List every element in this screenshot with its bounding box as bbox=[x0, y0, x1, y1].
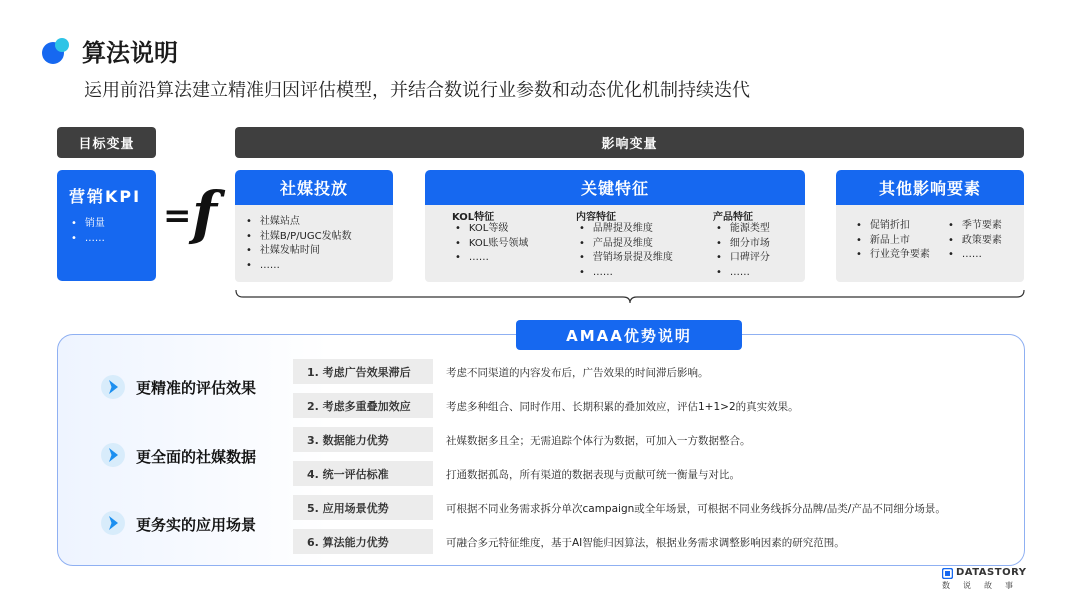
list-item: • KOL账号领域 bbox=[455, 237, 528, 252]
kpi-item: • 销量 bbox=[71, 216, 105, 231]
influence-variable-bar: 影响变量 bbox=[235, 127, 1024, 158]
list-item: • 口碑评分 bbox=[716, 251, 770, 266]
advantage-label: 更精准的评估效果 bbox=[136, 379, 257, 397]
advantage-label: 更全面的社媒数据 bbox=[136, 448, 257, 466]
list-item: • …… bbox=[579, 266, 673, 281]
title-bullet-icon bbox=[40, 36, 70, 66]
logo-subtitle: 数说故事 bbox=[942, 581, 1026, 590]
page-subtitle: 运用前沿算法建立精准归因评估模型，并结合数说行业参数和动态优化机制持续迭代 bbox=[84, 80, 750, 101]
kpi-item: • …… bbox=[71, 231, 105, 246]
equals-sign: = bbox=[163, 196, 192, 236]
target-variable-bar: 目标变量 bbox=[57, 127, 156, 158]
list-item: • 行业竞争要素 bbox=[856, 248, 930, 263]
key-features-card-body bbox=[425, 205, 805, 282]
row-description: 考虑不同渠道的内容发布后，广告效果的时间滞后影响。 bbox=[446, 367, 709, 379]
row-label: 6. 算法能力优势 bbox=[293, 529, 433, 554]
arrow-circle-icon bbox=[100, 510, 126, 536]
row-label: 3. 数据能力优势 bbox=[293, 427, 433, 452]
product-features-list bbox=[716, 222, 770, 280]
key-features-card-header: 关键特征 bbox=[425, 170, 805, 205]
advantage-label: 更务实的应用场景 bbox=[136, 516, 257, 534]
list-item: • 社媒站点 bbox=[246, 215, 352, 230]
page-title: 算法说明 bbox=[82, 39, 178, 67]
list-item: • …… bbox=[716, 266, 770, 281]
list-item: • 能源类型 bbox=[716, 222, 770, 237]
list-item: • 促销折扣 bbox=[856, 219, 930, 234]
list-item: • …… bbox=[246, 259, 352, 274]
row-description: 社媒数据多且全；无需追踪个体行为数据，可加入一方数据整合。 bbox=[446, 435, 751, 447]
row-label: 4. 统一评估标准 bbox=[293, 461, 433, 486]
logo-name: DATASTORY bbox=[956, 567, 1027, 578]
list-item: • 新品上市 bbox=[856, 234, 930, 249]
kpi-box bbox=[57, 170, 156, 281]
row-description: 可根据不同业务需求拆分单次campaign或全年场景，可根据不同业务线拆分品牌/品类/产品不同细分场景。 bbox=[446, 503, 946, 515]
row-label: 5. 应用场景优势 bbox=[293, 495, 433, 520]
kpi-list bbox=[71, 216, 105, 246]
social-card-body bbox=[235, 205, 393, 282]
logo-mark-icon bbox=[942, 568, 953, 579]
other-factors-list-2 bbox=[948, 219, 1002, 263]
arrow-circle-icon bbox=[100, 374, 126, 400]
other-factors-card-header: 其他影响要素 bbox=[836, 170, 1024, 205]
social-card-header: 社媒投放 bbox=[235, 170, 393, 205]
list-item: • KOL等级 bbox=[455, 222, 528, 237]
other-factors-list-1 bbox=[856, 219, 930, 263]
list-item: • 营销场景提及维度 bbox=[579, 251, 673, 266]
datastory-logo bbox=[940, 567, 1040, 593]
row-description: 考虑多种组合、同时作用、长期积累的叠加效应，评估1+1>2的真实效果。 bbox=[446, 401, 799, 413]
content-features-list bbox=[579, 222, 673, 280]
kol-features-title: KOL特征 bbox=[452, 212, 495, 223]
kol-features-list bbox=[455, 222, 528, 266]
list-item: • 品牌提及维度 bbox=[579, 222, 673, 237]
list-item: • 政策要素 bbox=[948, 234, 1002, 249]
function-symbol: f bbox=[192, 179, 217, 247]
row-description: 可融合多元特征维度，基于AI智能归因算法，根据业务需求调整影响因素的研究范围。 bbox=[446, 537, 845, 549]
row-label: 2. 考虑多重叠加效应 bbox=[293, 393, 433, 418]
arrow-circle-icon bbox=[100, 442, 126, 468]
content-features-title: 内容特征 bbox=[576, 212, 616, 223]
other-factors-card-body bbox=[836, 205, 1024, 282]
list-item: • …… bbox=[455, 251, 528, 266]
group-bracket bbox=[235, 290, 1025, 304]
list-item: • 季节要素 bbox=[948, 219, 1002, 234]
list-item: • 细分市场 bbox=[716, 237, 770, 252]
social-list bbox=[246, 215, 352, 273]
row-label: 1. 考虑广告效果滞后 bbox=[293, 359, 433, 384]
list-item: • 社媒B/P/UGC发帖数 bbox=[246, 230, 352, 245]
product-features-title: 产品特征 bbox=[713, 212, 753, 223]
list-item: • …… bbox=[948, 248, 1002, 263]
row-description: 打通数据孤岛，所有渠道的数据表现与贡献可统一衡量与对比。 bbox=[446, 469, 740, 481]
list-item: • 社媒发帖时间 bbox=[246, 244, 352, 259]
list-item: • 产品提及维度 bbox=[579, 237, 673, 252]
kpi-title: 营销KPI bbox=[69, 187, 142, 206]
amaa-title: AMAA优势说明 bbox=[516, 320, 742, 350]
